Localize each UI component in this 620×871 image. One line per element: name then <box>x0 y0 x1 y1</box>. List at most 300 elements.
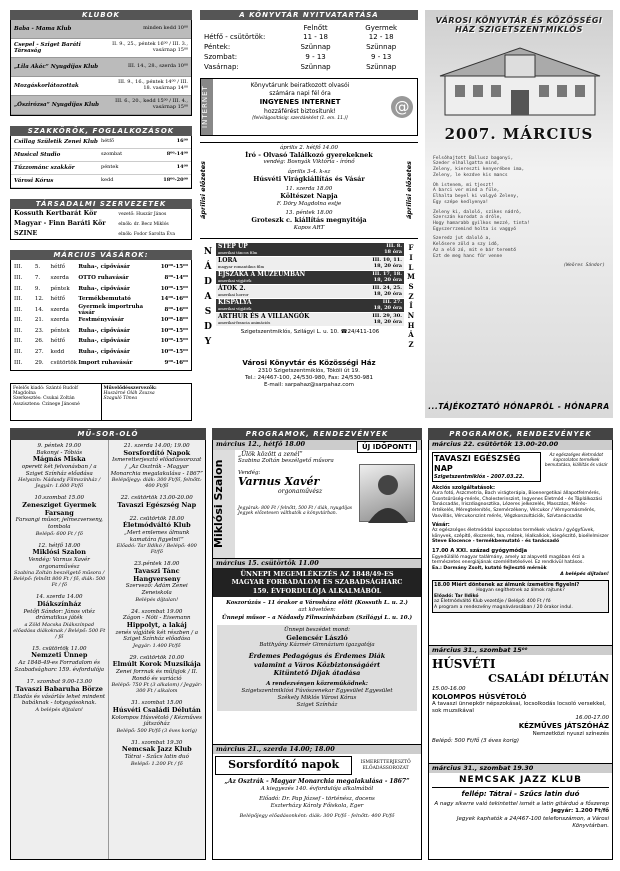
sorsfordito-head <box>215 756 419 774</box>
film-dates: III. 24, 25. <box>372 284 402 291</box>
film-right <box>384 244 402 256</box>
programme-item <box>111 443 204 489</box>
club-row <box>11 39 191 58</box>
easter-fee: Belépő: 500 Ft/fő (3 éves korig) <box>432 737 520 744</box>
programme-desc: Zenei forrnak és műfajok / II. Rondó és variáció <box>115 669 198 682</box>
cinema-letter: L <box>408 262 414 272</box>
sorsfordito-fee: Belépőjegy előadásonként: diák: 300 Ft/fő - felnőtt: 400 Ft/fő <box>239 812 395 819</box>
programme-desc: Az 1848-49-es Forradalom és Szabadságharc 159. évfordulója <box>14 660 105 673</box>
film-time: 18, 20 óra <box>373 318 402 325</box>
programme-item <box>13 594 106 640</box>
market-weekday: hétfő <box>50 296 65 303</box>
club-name: „Lila Akác” Nyugdíjas Klub <box>14 63 99 70</box>
poem-line: Egyszerrzemind holta is vaggyó <box>433 226 516 232</box>
market-weekday: kedd <box>50 349 65 356</box>
cinema-address: Szigetszentmiklós, Szilágyi L. u. 10. ☎24/411-106 <box>240 329 380 336</box>
programme-left-col <box>11 440 109 859</box>
circle-row <box>11 136 191 149</box>
sorsfordito-line: A kiegyezés 140. évfordulója alkalmából <box>260 785 374 792</box>
opening-row <box>204 32 414 42</box>
programme-title: Diákszínház <box>37 599 82 608</box>
programme-header: MŰ-SOR-OLÓ <box>10 428 206 440</box>
cinema-letter: A <box>204 292 212 303</box>
preview-date: 13. péntek 18.00 <box>285 210 333 217</box>
market-what: Festményvásár <box>78 317 124 324</box>
club-name: Mozgáskorlátozottak <box>14 82 79 89</box>
circle-row <box>11 149 191 162</box>
health-t3-title: 18.00 Miért döntenek az álmunk ízemetire figyelni? <box>434 581 580 588</box>
jazz-fee: Jegyár: 1.200 Ft/fő <box>551 808 609 815</box>
jazz-title: NEMCSAK JAZZ KLUB <box>432 775 609 788</box>
programme-date: 12. hétfő 18.00 <box>38 542 81 549</box>
preview-item <box>212 186 406 207</box>
film-time: 18, 20 óra <box>373 276 402 283</box>
programme-desc: Petőfi Sándor: János vitéz drámatikus játék <box>23 608 95 622</box>
health-t3: Hogyan segíthetnek az álmok rajtunk? <box>476 587 565 593</box>
programme-extra: Előadó: Tar Ildikó / Belépő: 400 Ft/fő <box>116 543 197 556</box>
programme-date: 14. szerda 14.00 <box>36 594 83 601</box>
film-right <box>374 300 402 312</box>
org-row <box>11 229 191 239</box>
at-sign-icon: @ <box>387 79 417 135</box>
national-line: Érdemes Pedagógus és Érdemes Diák <box>248 652 386 661</box>
poem-line: Kelősere zöld a szy idő, <box>433 242 500 248</box>
programme-title: Életmódváltó Klub <box>122 521 191 530</box>
film-row <box>216 243 404 257</box>
programme-item <box>13 679 106 713</box>
programme-right-col <box>109 440 206 859</box>
film-right <box>372 258 402 270</box>
jazz-info: Jegyek kaphatók a 24/467-100 telefonszámon, a Városi Könyvtárban. <box>456 815 609 829</box>
easter-event <box>429 655 612 763</box>
poem-line: Hogy hamarabb gyilkos mezzé, tinta! <box>433 220 530 226</box>
film-sub: amerikai horror <box>218 291 249 297</box>
film-dates: III. 17, 18. <box>372 270 402 277</box>
health-act-title: Akciós szolgáltatások: <box>432 484 495 491</box>
circle-day: hétfő <box>101 138 115 145</box>
programme-desc: Farsangi műsor, jelmezverseny, tombola <box>15 517 103 530</box>
film-row <box>216 257 404 271</box>
imprint-line: Felelős kiadó: Szántó Rudolf Magdolna <box>13 386 78 397</box>
film-left <box>218 314 309 325</box>
opening-day: Hétfő - csütörtök: <box>204 33 266 42</box>
preview-date: április 2. hétfő 14.00 <box>279 145 339 152</box>
circle-day: péntek <box>101 164 119 171</box>
national-line: Koszorúzás – 11 órakor a Városháza előtt (Kossuth L. u. 2.) <box>226 600 408 607</box>
market-what: OTTO ruhavásár <box>78 274 129 281</box>
imprint-right-title: Művelődésszervezők: <box>103 386 157 392</box>
easter-title-1: HÚSVÉTI <box>432 656 496 671</box>
health-title: TAVASZI EGÉSZSÉG NAP <box>434 453 521 473</box>
preview-list <box>212 143 406 238</box>
cinema-letter: M <box>407 272 415 282</box>
imprint-line: Asszisztens: Czinege Jánosné <box>13 401 80 407</box>
national-line: Batthyány Kázmér Gimnázium igazgatója <box>259 642 375 649</box>
health-t2b: Ea.: Dormány Zsolt, kutató fejlesztő mérnök <box>432 566 547 572</box>
market-weekday: péntek <box>50 285 70 292</box>
poem-line: Felsóhajtott Ballusz bagonyi, <box>433 155 514 161</box>
market-month: III. <box>14 296 23 303</box>
clubs-table <box>10 20 192 116</box>
programme-item <box>13 646 106 674</box>
market-time: 10⁰⁰-15⁰⁰ <box>160 338 188 345</box>
film-title: KISPÁLYA <box>218 298 252 306</box>
club-row <box>11 96 191 115</box>
internet-line: hozzáférést biztosítunk! <box>264 107 336 115</box>
opening-row <box>204 62 414 72</box>
programme-body <box>10 440 206 860</box>
poem <box>425 144 613 269</box>
club-time: minden kedd 10⁰⁰ <box>143 25 188 32</box>
market-month: III. <box>14 264 23 271</box>
film-title: ARTHUR ÉS A VILLANGÓK <box>218 312 310 320</box>
event-date: március 12., hétfő 18.00 <box>213 440 421 449</box>
programme-extra: A belépés díjtalan! <box>35 706 83 713</box>
org-name: SZINE <box>14 229 38 238</box>
market-day-num: 21. <box>34 317 44 324</box>
szalon-guest-label: Vendég: <box>238 469 261 476</box>
poem-line: Szerszán korodat a dróle, <box>433 215 503 221</box>
film-sub: magyar romantikus film <box>218 263 265 269</box>
poem-line: Zeleny, kiereszti kenyerében ima, <box>433 167 525 173</box>
market-month: III. <box>14 359 23 366</box>
events-mid-section <box>212 428 422 866</box>
programme-date: 10.szombat 15.00 <box>34 495 84 502</box>
circle-time: 8⁰⁰-14⁰⁰ <box>166 151 188 158</box>
opening-child: 9 - 13 <box>371 53 392 62</box>
szalon-note: Jegyek előzetesen válthatók a könyvtárban. <box>238 510 338 516</box>
internet-line: [felvilágosításig: szerdánként (1. em. 11.)] <box>252 115 348 121</box>
poem-line: Zeleny, le kezdve kis mancs <box>433 172 508 178</box>
preview-box <box>200 142 418 239</box>
programme-date: 15. csütörtök 11.00 <box>32 645 87 652</box>
circle-time: 18⁰⁰-20⁰⁰ <box>163 177 188 184</box>
col-child: Gyermek <box>365 24 398 33</box>
circles-header: SZAKKÖRÖK, FOGLALKOZÁSOK <box>10 126 192 136</box>
jazz-event <box>429 773 612 831</box>
opening-row <box>204 52 414 62</box>
club-time: III. 9., 16., péntek 14⁰⁰ / III. 18. vasárnap 14⁰⁰ <box>118 79 188 92</box>
club-name: Csepel - Sziget Baráti Társaság <box>14 41 81 55</box>
film-left <box>218 258 264 269</box>
easter-sub-2: KÉZMŰVES JÁTSZÓHÁZ <box>518 721 609 730</box>
market-time: 10⁰⁰-18⁰⁰ <box>160 317 188 324</box>
film-dates: III. 8. <box>386 242 402 249</box>
programme-item <box>13 443 106 489</box>
preview-title: Költészet Napja <box>280 192 338 201</box>
national-line: Kitüntető Díjak átadása <box>273 669 361 678</box>
orgs-table <box>10 209 192 240</box>
film-sub: amerikai vígjáték <box>218 277 252 283</box>
event-date: március 31., szombat 15⁰⁰ <box>429 645 612 655</box>
internet-line: számára napi fél óra <box>269 90 331 98</box>
poem-line: Az a elő zó, mit e bár teremtő <box>433 247 516 253</box>
easter-desc-2: Nemzetközi nyuszi színezés <box>532 730 609 737</box>
market-row <box>11 315 191 326</box>
film-sub: amerikai vígjáték <box>218 305 252 311</box>
programme-date: 21. szerda 14.00; 19.00 <box>123 443 190 450</box>
health-t3-box <box>432 580 609 613</box>
sorsfordito-logo: Sorsfordító napok <box>215 756 352 774</box>
programme-desc: Tátrai - Szűcs latin duó <box>124 754 189 761</box>
contact-addr: 2310 Szigetszentmiklós, Tököli út 19. <box>257 368 361 375</box>
film-dates: III. 27. <box>382 298 402 305</box>
programme-item <box>111 561 204 602</box>
org-info: vezető: Huszár János <box>118 211 167 217</box>
cinema-box <box>200 243 418 353</box>
film-time: 18, 20 óra <box>373 304 402 311</box>
film-right <box>372 314 402 326</box>
poem-line: Egy szépe kedlyenya! <box>433 199 489 205</box>
film-title: ÉJSZAKA A MÚZEUMBAN <box>218 270 306 278</box>
programme-date: 23.péntek 18.00 <box>134 561 180 568</box>
market-month: III. <box>14 285 23 292</box>
contact-name: Városi Könyvtár és Közösségi Ház <box>242 359 376 368</box>
circle-name: Tűzzománc szakkör <box>14 164 75 171</box>
cinema-letter: S <box>204 307 212 318</box>
club-time: III. 6., 20., kedd 15⁰⁰ / III. 4., vasárnap 15⁰⁰ <box>115 98 188 111</box>
events-mid-body <box>212 440 422 860</box>
library-building-image <box>435 40 603 120</box>
right-top-column <box>425 10 613 418</box>
internet-side-label: INTERNET <box>201 79 213 135</box>
sorsfordito-line: Eszterházy Károly Főiskola, Eger <box>270 802 364 809</box>
market-what: Import ruhavásár <box>78 359 133 366</box>
circle-time: 16⁰⁰ <box>176 138 188 145</box>
national-details <box>217 625 417 712</box>
cinema-letter: Z <box>408 340 414 350</box>
market-weekday: hétfő <box>50 338 65 345</box>
preview-sub: F. Döry Magdolna estje <box>276 200 342 207</box>
programme-extra: Helyszín: Nádasdy Filmszínház / Jegyár: 1.600 Ft/fő <box>18 477 101 490</box>
market-day-num: 26. <box>34 338 44 345</box>
programme-title: Sorsfordító Napok <box>123 448 191 457</box>
market-time: 10⁰⁰-15⁰⁰ <box>160 349 188 356</box>
film-left <box>218 272 305 283</box>
film-sub: amerikai táncos film <box>218 249 258 255</box>
circle-day: szombat <box>101 151 123 158</box>
market-month: III. <box>14 327 23 334</box>
circle-name: Musical Studio <box>14 151 61 158</box>
circle-time: 14⁰⁰ <box>176 164 188 171</box>
middle-top-column <box>200 10 418 418</box>
events-right-section <box>428 428 613 866</box>
cinema-letter: Z <box>408 291 414 301</box>
film-right <box>372 272 402 284</box>
film-left <box>218 244 257 255</box>
internet-box <box>200 78 418 136</box>
film-left <box>218 300 251 311</box>
market-day-num: 12. <box>34 296 44 303</box>
market-time: 14⁰⁰-16⁰⁰ <box>160 296 188 303</box>
programme-desc: Vendég: Varnus Xavér orgonaművész <box>28 556 90 570</box>
opening-adult: 9 - 13 <box>305 53 326 62</box>
national-line: Székely Miklós Városi Kórus <box>277 695 357 702</box>
programme-title: Húsvéti Családi Délután <box>112 705 201 714</box>
building-icon <box>435 40 603 120</box>
opening-adult: 11 - 18 <box>303 33 328 42</box>
internet-line: Könyvtárunk beiratkozott olvasói <box>250 82 350 90</box>
health-t2: Egyedülálló magyar találmány, amely az alapvető magában érzi a természetes energiájának szemléltetésével. Ez rendkívül hatásos. <box>432 554 585 566</box>
org-info: elnök: Fodor Sarolta Éva <box>118 231 176 237</box>
club-row <box>11 77 191 96</box>
market-row <box>11 283 191 294</box>
imprint-right <box>102 384 192 420</box>
market-day-num: 7. <box>34 274 41 281</box>
markets-table <box>10 260 192 371</box>
market-what: Ruha-, cipővásár <box>78 327 130 334</box>
market-time: 8⁰⁰-14⁰⁰ <box>164 274 188 281</box>
programme-title: Hippolyt, a lakáj <box>126 620 187 629</box>
film-time: 18, 20 óra <box>373 290 402 297</box>
programme-date: 22. csütörtök 18.00 <box>129 515 184 522</box>
imprint-line: Huszárné Oláh Zsuzsa <box>103 391 155 397</box>
circle-name: Csillag Születik Zenei Klub <box>14 138 98 145</box>
clubs-header: KLUBOK <box>10 10 192 20</box>
national-line: azt követően: <box>298 607 336 614</box>
sorsfordito-line: „Az Osztrák - Magyar Monarchia megalakulása - 1867” <box>224 777 410 785</box>
programme-date: 31. szombat 19.30 <box>131 739 183 746</box>
market-weekday: szerda <box>50 317 69 324</box>
cinema-left-word <box>200 243 216 353</box>
imprint-line: Szaguló Tímea <box>103 396 138 402</box>
market-month: III. <box>14 349 23 356</box>
easter-title-2: CSALÁDI DÉLUTÁN <box>488 671 609 685</box>
poem-line: Elhalta beyel ki valgyó Zeleny, <box>433 194 519 200</box>
programme-item <box>111 495 204 509</box>
easter-time: 15.00-16.00 <box>432 685 466 692</box>
new-date-badge: ÚJ IDŐPONT! <box>357 441 417 453</box>
health-t3c: az Életmódváltó Klub vezetője / Belépő: 400 Ft / fő <box>434 599 551 605</box>
national-title-line: ÜNNEPI MEGEMLÉKEZÉS AZ 1848/49-ES <box>240 569 394 578</box>
circle-row <box>11 175 191 188</box>
health-acts: Aura fotó, Aszcmetria, Bach virágterápia, Bioenergetikai állapotfelmérés, Csontsűrűség-mérés, Cholesterinszint, Ingyenes Életmód - és Táplálkozási Tanácsadás, Iriszdiagnosztika, Lézeres jelkezelés, Masszázs, Mérés-értékelés, Méregtelenítés, Szemérzékeny, Vércukor / Vérnyomásmérés, Vasvillás, Vércukorszint mérés, Végzkonzultációk, Szívtanácsadás <box>432 491 603 519</box>
film-title: LORA <box>218 256 238 264</box>
programme-item <box>111 516 204 556</box>
programme-title: Nemcsak Jazz Klub <box>121 745 192 754</box>
national-line: Szigetszentmiklósi Fúvószenekar Egyesület Egyesület <box>241 687 393 694</box>
brand-title: VÁROSI KÖNYVTÁR ÉS KÖZÖSSÉGI HÁZ SZIGETSZENTMIKLÓS <box>435 16 603 35</box>
health-org: Steve Elocence - termékbemutató - és tanácsadó <box>432 539 560 545</box>
org-row <box>11 209 191 219</box>
health-side: Az egészséges életmódot kapcsolatos termékek bemutatása, kiállítás és vásár <box>544 451 608 468</box>
imprint-line: Szerkesztés: Csukai Zoltán <box>13 396 75 402</box>
film-dates: III. 29, 30. <box>372 312 402 319</box>
poem-line: Szeder elhallgatta mind, <box>433 161 500 167</box>
poem-line: Ezt de meg hanc fűr venne <box>433 253 503 259</box>
programme-title: Tavaszi Tánc Hangverseny <box>133 566 181 583</box>
health-sub: Szigetszentmiklós - 2007.03.22. <box>434 473 525 480</box>
event-date: március 21., szerda 14.00; 18.00 <box>213 744 421 754</box>
programme-date: 24. szombat 19.00 <box>131 608 183 615</box>
national-line: A rendezvényen közreműködnek: <box>266 680 368 687</box>
market-weekday: hétfő <box>50 264 65 271</box>
market-day-num: 5. <box>34 264 41 271</box>
film-row <box>216 313 404 327</box>
programme-extra: Belépő: 1.200 Ft / fő <box>130 760 183 767</box>
preview-item <box>212 145 406 166</box>
programme-title: Tavaszi Babaruha Börze <box>15 684 103 693</box>
national-title <box>213 568 421 597</box>
szalon-host: Szabina Zoltán beszélgető műsora <box>238 458 334 465</box>
preview-sub: vendég: Bosnyák Viktória - írónő <box>263 159 355 166</box>
market-weekday: szerda <box>50 274 69 281</box>
programme-title: Mágnás Miska <box>32 455 86 464</box>
programme-date: 31. szombat 15.00 <box>131 700 183 707</box>
club-row <box>11 58 191 77</box>
market-weekday: csütörtök <box>50 359 77 366</box>
preview-item <box>212 210 406 231</box>
market-month: III. <box>14 306 23 313</box>
market-what: Gyermek importruha vásár <box>78 303 144 316</box>
szalon-fee: Jegyárak: 800 Ft / felnőtt, 500 Ft / diák, nyugdíjas <box>238 505 353 511</box>
opening-day: Vasárnap: <box>204 63 239 72</box>
preview-sub: Kapos ART <box>293 224 325 231</box>
programme-desc: operett két felvonásban / a Sziget Színház előadása <box>21 464 97 477</box>
event-date: március 15. csütörtök 11.00 <box>213 558 421 568</box>
programme-item <box>111 609 204 649</box>
easter-desc: A tavaszi ünnepkör népszokásai, locsolkodás locsoló versekkel, sok muzsikával <box>432 701 606 715</box>
market-what: Ruha-, cipővásár <box>78 338 130 345</box>
national-line: Sziget Színház <box>296 702 338 709</box>
market-row <box>11 262 191 273</box>
film-row <box>216 285 404 299</box>
event-date: március 31., szombat 19.30 <box>429 763 612 773</box>
opening-adult: Szünnap <box>300 43 331 52</box>
club-row <box>11 20 191 39</box>
film-left <box>218 286 249 297</box>
market-time: 9⁰⁰-16⁰⁰ <box>164 359 188 366</box>
programme-extra: Jegyár: 1.400 Ft/fő <box>132 642 181 649</box>
programme-item <box>111 700 204 734</box>
cinema-right-word <box>404 243 418 353</box>
market-row <box>11 336 191 347</box>
programme-desc: „Mert emlemes álmunk kamatára figyelni!” <box>123 530 190 543</box>
market-day-num: 14. <box>34 306 44 313</box>
film-row <box>216 299 404 313</box>
poem-line: (Weöres Sándor) <box>563 263 605 269</box>
health-title-box <box>432 452 541 482</box>
event-date: március 22. csütörtök 13.00-20.00 <box>429 440 612 449</box>
cinema-letter: Í <box>409 301 413 311</box>
month-title: 2007. MÁRCIUS <box>444 125 594 144</box>
health-sale-title: Vásár: <box>432 521 450 528</box>
contact-block <box>200 359 418 390</box>
programme-title: Nemzeti Ünnep <box>31 651 88 660</box>
cinema-letter: D <box>204 277 212 288</box>
market-month: III. <box>14 274 23 281</box>
sorsfordito-event <box>213 754 421 821</box>
person-icon <box>360 465 416 523</box>
szalon-role: orgonaművész <box>278 487 323 495</box>
cinema-letter: D <box>204 322 212 333</box>
cinema-letter: Á <box>204 262 212 273</box>
opening-table <box>200 20 418 76</box>
club-time: II. 9., 25., péntek 16⁰⁰ / III. 3., vasárnap 15⁰⁰ <box>112 41 188 54</box>
market-month: III. <box>14 317 23 324</box>
programme-section <box>10 428 206 866</box>
circle-day: kedd <box>101 177 114 184</box>
film-row <box>216 271 404 285</box>
programme-note: Bakonyi - Tóbiás <box>36 449 83 456</box>
programme-desc: zenés vígjáték két részben / a Sziget Színház előadása <box>115 629 199 643</box>
market-what: Ruha-, cipővásár <box>78 264 130 271</box>
programme-extra: Belépés díjtalan! <box>135 596 179 603</box>
programme-extra: a Zöld Macska Diákszínpad előadása diákoknak / Belépő: 500 Ft / fő <box>13 621 106 640</box>
market-time: 10⁰⁰-15⁰⁰ <box>160 327 188 334</box>
health-day <box>429 450 612 645</box>
market-weekday: péntek <box>50 327 70 334</box>
